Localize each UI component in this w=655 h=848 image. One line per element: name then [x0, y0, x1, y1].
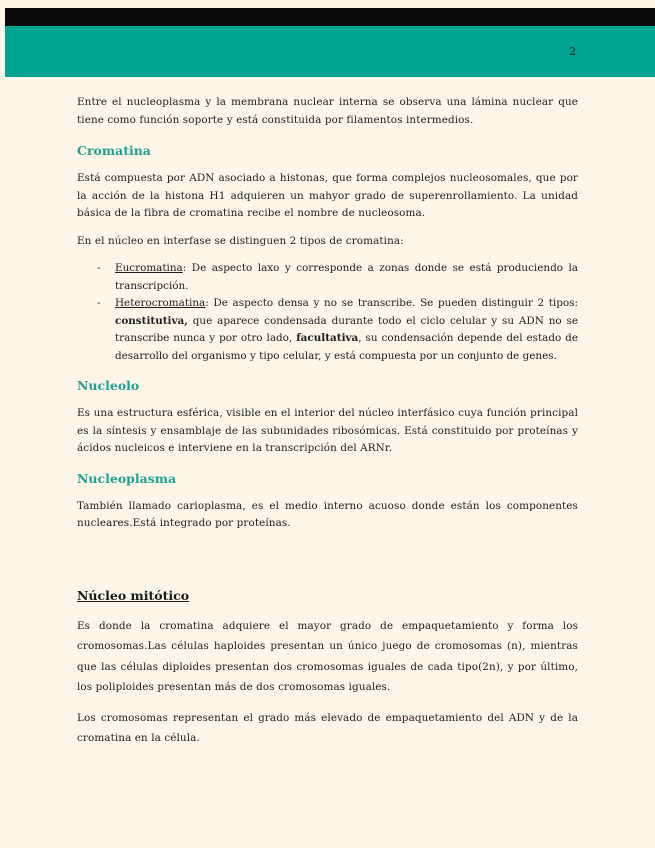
section-title-nucleoplasma: Nucleoplasma	[77, 470, 177, 486]
nucleolo-paragraph: Es una estructura esférica, visible en el interior del núcleo interfásico cuya función principal es la síntesis y ensamblaje de las subunidades ribosómicas. Está constituido por proteínas y ácidos nucleicos e interviene en la transcripción del ARNr.	[77, 407, 578, 454]
nucleoplasma-paragraph: También llamado carioplasma, es el medio interno acuoso donde están los componentes nucleares.Está integrado por proteínas.	[77, 499, 578, 529]
page-number: 2	[569, 45, 576, 58]
list-item-heterocromatina	[77, 295, 578, 365]
mitotico-paragraph-2: Los cromosomas representan el grado más elevado de empaquetamiento del ADN y de la cromatina en la célula.	[77, 711, 578, 744]
heterocromatina-text-a: : De aspecto densa y no se transcribe. Se pueden distinguir 2 tipos:	[205, 297, 578, 309]
header-black-bar	[5, 8, 655, 26]
term-constitutiva: constitutiva,	[115, 314, 188, 327]
term-eucromatina: Eucromatina	[115, 262, 183, 274]
heterocromatina-text-b: que aparece condensada durante todo el ciclo celular y su ADN no se transcribe nunca y por otro lado,	[115, 314, 578, 344]
cromatina-paragraph-1: Está compuesta por ADN asociado a histonas, que forma complejos nucleosomales, que por la acción de la histona H1 adquieren un mahyor grado de superenrollamiento. La unidad básica de la fibra de cromatina recibe el nombre de nucleosoma.	[77, 172, 578, 219]
term-heterocromatina: Heterocromatina	[115, 297, 206, 309]
section-title-nucleolo: Nucleolo	[77, 378, 140, 393]
document-body	[77, 94, 578, 749]
intro-paragraph: Entre el nucleoplasma y la membrana nuclear interna se observa una lámina nuclear que tiene como función soporte y está constituida por filamentos intermedios.	[77, 96, 578, 126]
eucromatina-description: : De aspecto laxo y corresponde a zonas donde se está produciendo la transcripción.	[115, 262, 578, 292]
cromatina-paragraph-2: En el núcleo en interfase se distinguen 2 tipos de cromatina:	[77, 234, 404, 247]
term-facultativa: facultativa	[296, 332, 359, 344]
mitotico-paragraph-1: Es donde la cromatina adquiere el mayor grado de empaquetamiento y forma los cromosomas.Las células haploides presentan un único juego de cromosomas (n), mientras que las células diploides presentan dos cromosomas iguales de cada tipo(2n), y por último, los poliploides presentan más de dos cromosomas iguales.	[77, 619, 578, 693]
list-dash: -	[97, 297, 101, 309]
section-title-nucleo-mitotico: Núcleo mitótico	[77, 587, 190, 603]
cromatina-types-list	[77, 260, 578, 365]
list-item-eucromatina	[77, 260, 578, 295]
section-title-cromatina: Cromatina	[77, 143, 151, 158]
header-teal-band	[5, 26, 655, 77]
list-dash: -	[97, 262, 101, 274]
heterocromatina-text-c: , su condensación depende del estado de desarrollo del organismo y tipo celular, y está compuesta por un conjunto de genes.	[115, 332, 578, 362]
